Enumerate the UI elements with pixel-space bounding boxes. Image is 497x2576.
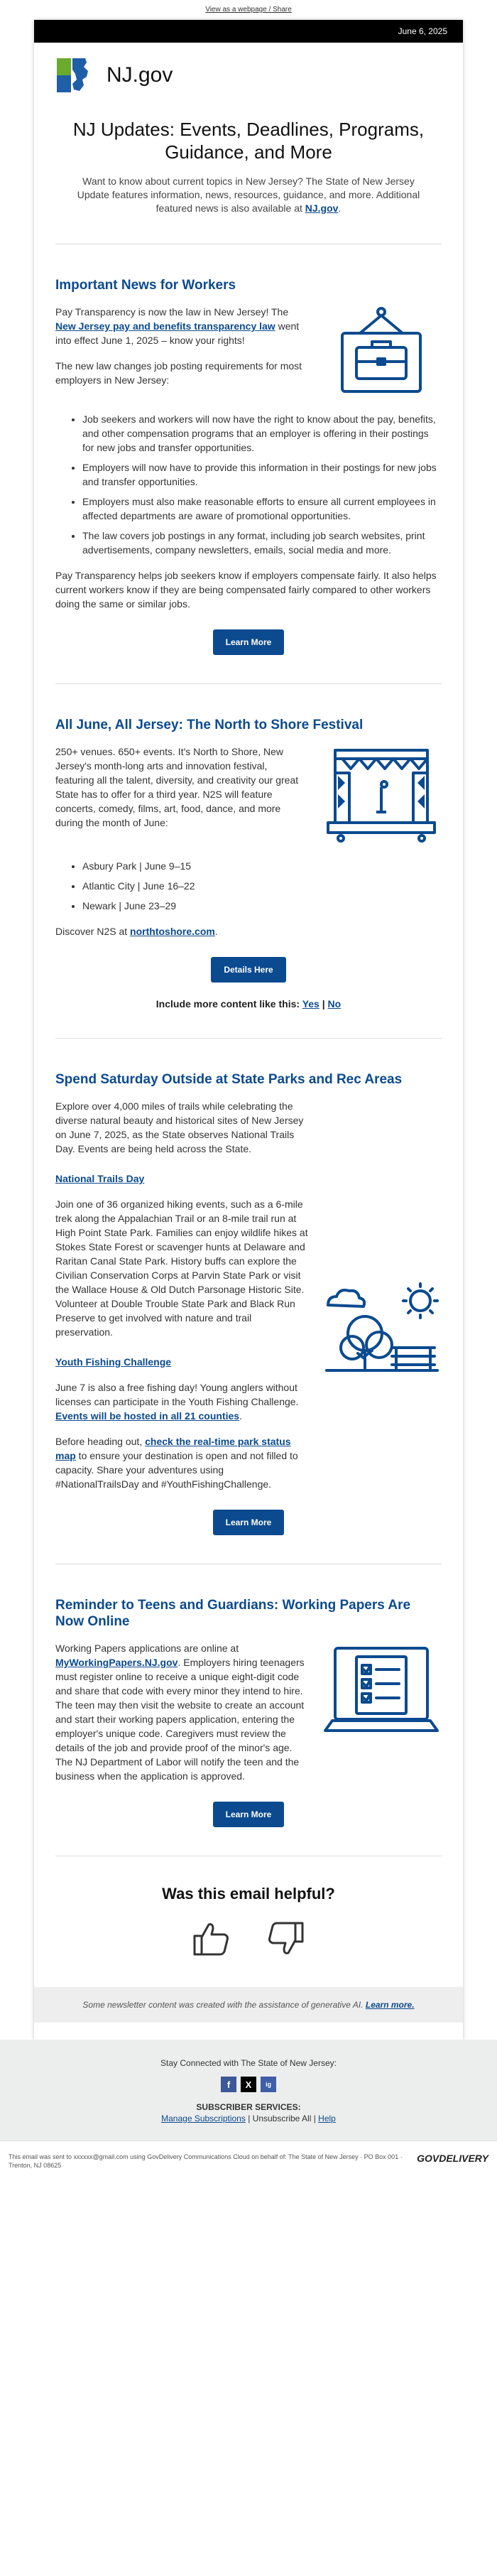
text: to ensure your destination is open and not filled to capacity. Share your adventures using #NationalTrailsDay and #YouthFishingChallenge.: [55, 1450, 298, 1490]
date-text: June 6, 2025: [398, 26, 447, 36]
laptop-illustration: [321, 1641, 442, 1783]
text: . Employers hiring teenagers must register online to receive a unique eight-digit code and share that code with every minor they intend to hire. The teen may then visit the website to create an account and start their working papers application, entering the employer's unique code. Caregivers must review the details of the job and provide proof of the minor's age. The NJ Department of Labor will notify the teen and the business when the application is approved.: [55, 1657, 305, 1782]
text: went into effect June 1, 2025 – know your rights!: [55, 320, 300, 346]
youth-fishing-link[interactable]: Youth Fishing Challenge: [55, 1356, 172, 1368]
yes-link[interactable]: Yes: [302, 998, 320, 1010]
facebook-icon[interactable]: f: [221, 2077, 236, 2092]
feedback-title: Was this email helpful?: [162, 1885, 335, 1903]
section-workers: [55, 244, 442, 655]
njgov-link[interactable]: NJ.gov: [305, 202, 339, 214]
instagram-icon[interactable]: ig: [261, 2077, 276, 2092]
myworkingpapers-link[interactable]: MyWorkingPapers.NJ.gov: [55, 1657, 178, 1668]
festival-details-button[interactable]: Details Here: [211, 957, 285, 983]
include-more-prompt: [55, 998, 442, 1010]
workers-learn-more-button[interactable]: Learn More: [213, 629, 285, 655]
briefcase-illustration: [321, 305, 442, 401]
ai-disclaimer: [34, 1987, 463, 2023]
top-bar: [0, 0, 497, 20]
parks-learn-more-button[interactable]: Learn More: [213, 1510, 285, 1535]
list-item: • Atlantic City | June 16–22: [82, 879, 442, 893]
unsubscribe-all-link[interactable]: Unsubscribe All: [252, 2114, 312, 2123]
footer: [0, 2040, 497, 2141]
email-container: [34, 20, 463, 2040]
counties-link[interactable]: Events will be hosted in all 21 counties: [55, 1410, 240, 1422]
transparency-law-link[interactable]: New Jersey pay and benefits transparency law: [55, 320, 275, 332]
papers-p1: [55, 1641, 308, 1783]
separator: |: [311, 2114, 319, 2123]
park-status-map-link[interactable]: check the real-time park status map: [55, 1436, 291, 1461]
thumbs-down-icon[interactable]: [266, 1919, 305, 1959]
text: June 7 is also a free fishing day! Young anglers without licenses can participate in the Youth Fishing Challenge.: [55, 1382, 299, 1407]
list-item: • Asbury Park | June 9–15: [82, 859, 442, 873]
list-item: • The law covers job postings in any format, including job search websites, print advertisements, company newsletters, emails, social media and more.: [82, 529, 442, 557]
manage-subscriptions-link[interactable]: Manage Subscriptions: [161, 2114, 246, 2123]
intro-text: Want to know about current topics in New Jersey? The State of New Jersey Update features information, news, resources, guidance, and more. Additional featured news is also available at: [77, 175, 420, 214]
ai-learn-more-link[interactable]: Learn more.: [365, 2000, 415, 2010]
national-trails-day-link[interactable]: National Trails Day: [55, 1173, 145, 1184]
thumbs-up-icon[interactable]: [192, 1919, 231, 1959]
section-title: Reminder to Teens and Guardians: Working Papers Are Now Online: [55, 1598, 411, 1629]
stage-illustration: [321, 745, 442, 848]
festival-dates-list: [55, 859, 442, 913]
intro-end: .: [338, 202, 342, 214]
park-illustration: [321, 1099, 442, 1491]
workers-p1: [55, 305, 308, 347]
list-item: • Newark | June 23–29: [82, 899, 442, 913]
social-links: [0, 2077, 497, 2092]
parks-p2: Join one of 36 organized hiking events, such as a 6-mile trek along the Appalachian Trail or an 8-mile trail run at High Point State Park. Families can enjoy wildlife hikes at Stokes State Forest or scavenger hunts at Delaware and Raritan Canal State Park. History buffs can explore the Civilian Conservation Corps at Parvin State Park or visit the Wallace House & Old Dutch Parsonage Historic Site. Volunteer at Double Trouble State Park and Black Run Preserve to get involved with nature and trail preservation.: [55, 1198, 308, 1338]
text: Pay Transparency is now the law in New Jersey! The: [55, 306, 289, 318]
workers-p3: Pay Transparency helps job seekers know if employers compensate fairly. It also helps current workers know if they are being compensated fairly compared to other workers doing the same or similar jobs.: [55, 570, 437, 610]
date-bar: [34, 20, 463, 43]
nj-logo[interactable]: [55, 43, 442, 108]
section-title: All June, All Jersey: The North to Shore Festival: [55, 718, 364, 732]
govdelivery-logo[interactable]: GOVDELIVERY: [417, 2153, 488, 2164]
nj-logo-icon: [55, 55, 101, 95]
festival-discover: [55, 924, 442, 938]
papers-learn-more-button[interactable]: Learn More: [213, 1802, 285, 1827]
subscriber-links: [0, 2114, 497, 2123]
x-icon[interactable]: X: [241, 2077, 256, 2092]
newsletter-title: NJ Updates: Events, Deadlines, Programs, Guidance, and More: [72, 119, 425, 163]
park-icon: [321, 1277, 442, 1376]
festival-p1: 250+ venues. 650+ events. It's North to Shore, New Jersey's month-long arts and innovation festival, featuring all the talent, diversity, and creativity our great State has to offer for a third year. N2S will feature concerts, comedy, films, art, food, dance, and more during the month of June:: [55, 746, 299, 828]
separator: |: [245, 2114, 253, 2123]
parks-p4: [55, 1434, 308, 1491]
northtoshore-link[interactable]: northtoshore.com: [130, 926, 215, 937]
section-title: Spend Saturday Outside at State Parks and Rec Areas: [55, 1072, 403, 1087]
list-item: • Job seekers and workers will now have the right to know about the pay, benefits, and other compensation programs that an employer is offering in their postings for new jobs and transfer opportunities.: [82, 412, 442, 455]
briefcase-icon: [321, 305, 442, 397]
section-festival: [55, 684, 442, 1010]
view-webpage-link[interactable]: View as a webpage / Share: [205, 6, 292, 13]
parks-p1: Explore over 4,000 miles of trails while celebrating the diverse natural beauty and historical sites of New Jersey on June 7, 2025, as the State observes National Trails Day. Events are being held across the State.: [55, 1100, 304, 1154]
no-link[interactable]: No: [327, 998, 342, 1010]
text: Working Papers applications are online at: [55, 1643, 239, 1654]
subscriber-services-label: SUBSCRIBER SERVICES:: [196, 2102, 301, 2112]
parks-p3: [55, 1380, 308, 1423]
separator: |: [319, 998, 328, 1010]
list-item: • Employers must also make reasonable efforts to ensure all current employees in affected departments are aware of promotional opportunities.: [82, 494, 442, 523]
logo-text: NJ.gov: [106, 63, 173, 87]
text: Discover N2S at: [55, 926, 131, 937]
laptop-checklist-icon: [321, 1641, 442, 1748]
section-title: Important News for Workers: [55, 278, 236, 293]
help-link[interactable]: Help: [318, 2114, 336, 2123]
newsletter-intro: [55, 163, 442, 215]
section-parks: [55, 1039, 442, 1535]
list-item: • Employers will now have to provide this information in their postings for new jobs and transfer opportunities.: [82, 460, 442, 489]
text: Some newsletter content was created with the assistance of generative AI.: [82, 2000, 366, 2010]
feedback-section: [55, 1856, 442, 1987]
text: .: [214, 926, 218, 937]
text: Include more content like this:: [155, 998, 302, 1010]
section-working-papers: [55, 1564, 442, 1827]
workers-p2: The new law changes job posting requirements for most employers in New Jersey:: [55, 360, 302, 386]
workers-bullet-list: [55, 412, 442, 557]
sender-info: This email was sent to xxxxxx@gmail.com using GovDelivery Communications Cloud on behalf of: The State of New Jersey · PO Box 001 · Trenton, NJ 08625: [9, 2153, 403, 2169]
text: Before heading out,: [55, 1436, 146, 1447]
stage-icon: [321, 745, 442, 844]
stay-connected: Stay Connected with The State of New Jersey:: [160, 2058, 337, 2068]
text: .: [239, 1410, 242, 1422]
bottom-bar: [0, 2141, 497, 2183]
